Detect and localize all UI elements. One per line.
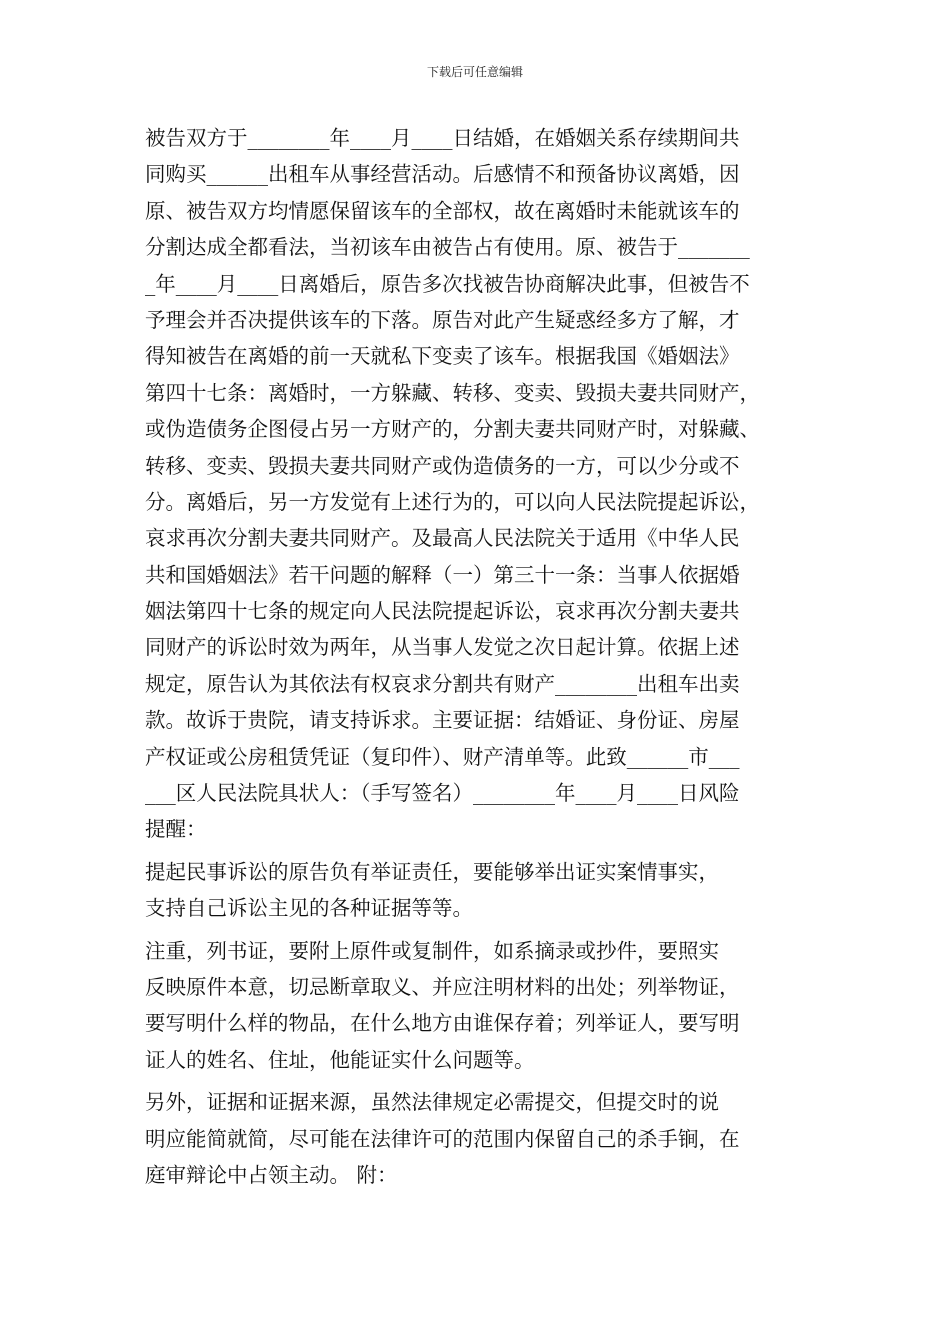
- text-line: 分。离婚后，另一方发觉有上述行为的，可以向人民法院提起诉讼，: [145, 489, 760, 514]
- text-line: 同财产的诉讼时效为两年，从当事人发觉之次日起计算。依据上述: [145, 635, 740, 660]
- text-line: 要写明什么样的物品，在什么地方由谁保存着；列举证人，要写明: [145, 1011, 740, 1036]
- text-line: 支持自己诉讼主见的各种证据等等。: [145, 896, 473, 921]
- text-line: 得知被告在离婚的前一天就私下变卖了该车。根据我国《婚姻法》: [145, 344, 740, 369]
- text-line: 明应能简就简，尽可能在法律许可的范围内保留自己的杀手锏，在: [145, 1126, 740, 1151]
- text-line: 哀求再次分割夫妻共同财产。及最高人民法院关于适用《中华人民: [145, 526, 740, 551]
- page-header: 下载后可任意编辑: [426, 65, 523, 79]
- text-line: 分割达成全都看法，当初该车由被告占有使用。原、被告于_______: [145, 235, 750, 260]
- text-line: 反映原件本意，切忌断章取义、并应注明材料的出处；列举物证，: [145, 974, 740, 999]
- document-body: [145, 120, 810, 1193]
- text-line: 予理会并否决提供该车的下落。原告对此产生疑惑经多方了解，才: [145, 307, 740, 332]
- text-line: 共和国婚姻法》若干问题的解释（一）第三十一条：当事人依据婚: [145, 562, 740, 587]
- text-line: 原、被告双方均情愿保留该车的全部权，故在离婚时未能就该车的: [145, 198, 740, 223]
- text-line: _年____月____日离婚后，原告多次找被告协商解决此事，但被告不: [145, 271, 750, 296]
- text-line: 姻法第四十七条的规定向人民法院提起诉讼，哀求再次分割夫妻共: [145, 599, 740, 624]
- text-line: ___区人民法院具状人：（手写签名）________年____月____日风险: [145, 781, 740, 806]
- text-line: 同购买______出租车从事经营活动。后感情不和预备协议离婚，因: [145, 162, 740, 187]
- text-line: 被告双方于________年____月____日结婚，在婚姻关系存续期间共: [145, 126, 740, 150]
- text-line: 注重，列书证，要附上原件或复制件，如系摘录或抄件，要照实: [145, 938, 719, 963]
- text-line: 庭审辩论中占领主动。 附：: [145, 1162, 398, 1187]
- text-line: 转移、变卖、毁损夫妻共同财产或伪造债务的一方，可以少分或不: [145, 453, 740, 478]
- text-line: 第四十七条：离婚时，一方躲藏、转移、变卖、毁损夫妻共同财产，: [145, 380, 760, 405]
- text-line: 或伪造债务企图侵占另一方财产的，分割夫妻共同财产时，对躲藏、: [145, 417, 760, 442]
- text-line: 款。故诉于贵院，请支持诉求。主要证据：结婚证、身份证、房屋: [145, 708, 740, 733]
- text-line: 提醒：: [145, 817, 207, 842]
- text-line: 证人的姓名、住址，他能证实什么问题等。: [145, 1047, 535, 1072]
- text-line: 产权证或公房租赁凭证（复印件）、财产清单等。此致______市___: [145, 744, 740, 769]
- text-line: 规定，原告认为其依法有权哀求分割共有财产________出租车出卖: [145, 671, 740, 696]
- text-line: 提起民事诉讼的原告负有举证责任，要能够举出证实案情事实，: [145, 859, 719, 884]
- text-line: 另外，证据和证据来源，虽然法律规定必需提交，但提交时的说: [145, 1090, 719, 1115]
